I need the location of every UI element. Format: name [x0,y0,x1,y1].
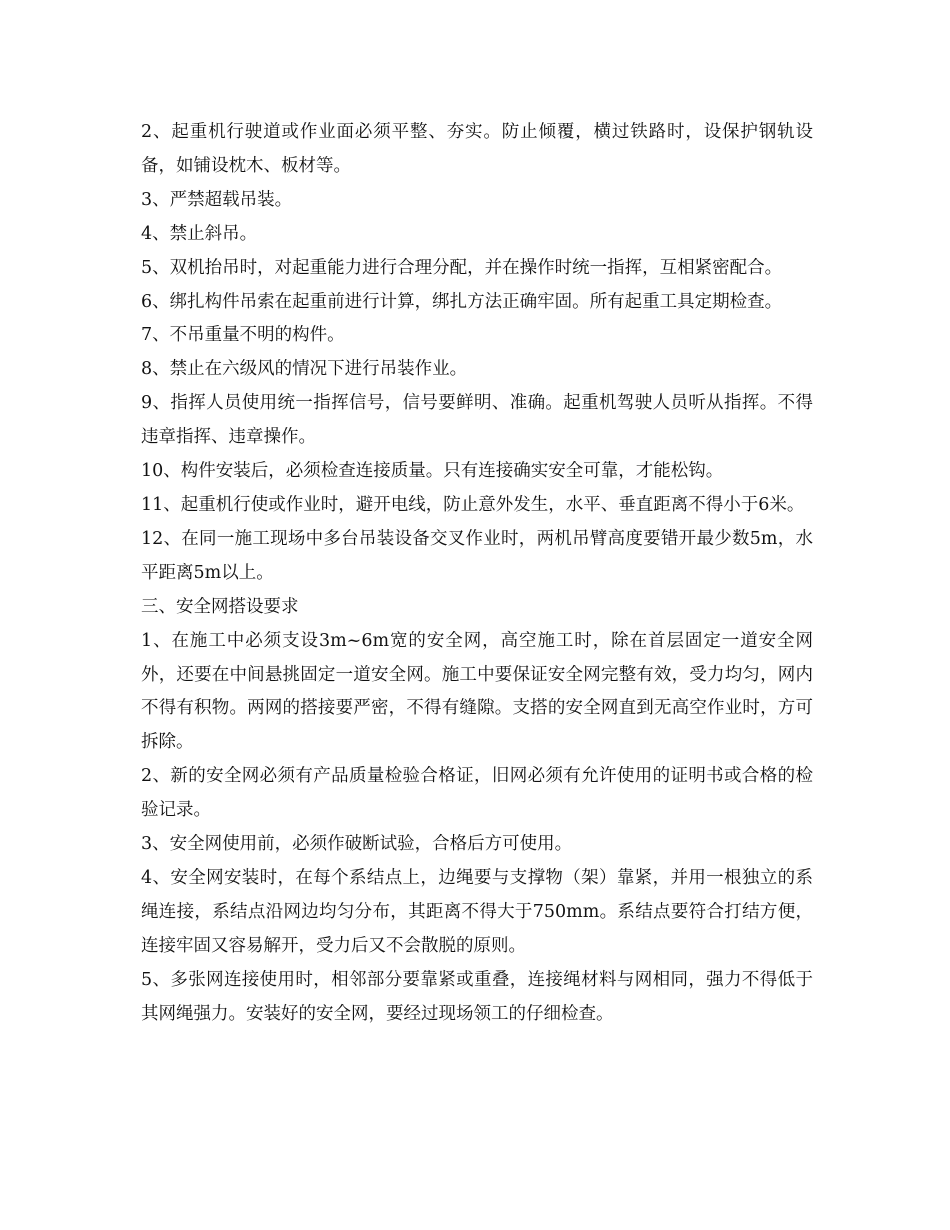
paragraph-rigging-calculation: 6、绑扎构件吊索在起重前进行计算，绑扎方法正确牢固。所有起重工具定期检查。 [141,291,783,312]
paragraph-crane-track: 2、起重机行驶道或作业面必须平整、夯实。防止倾覆，横过铁路时，设保护钢轨设备，如铺设枕木、板材等。 [141,122,813,176]
paragraph-multi-net-connection: 5、多张网连接使用时，相邻部分要靠紧或重叠，连接绳材料与网相同，强力不得低于其网绳强力。安装好的安全网，要经过现场领工的仔细检查。 [141,969,813,1024]
paragraph-connection-check: 10、构件安装后，必须检查连接质量。只有连接确实安全可靠，才能松钩。 [141,461,724,482]
paragraph-unknown-weight: 7、不吊重量不明的构件。 [141,325,345,346]
paragraph-signal-commands: 9、指挥人员使用统一指挥信号，信号要鲜明、准确。起重机驾驶人员听从指挥。不得违章指挥、违章操作。 [141,393,813,448]
paragraph-power-line-distance: 11、起重机行使或作业时，避开电线，防止意外发生，水平、垂直距离不得小于6米。 [141,494,805,515]
section-heading-safety-net: 三、安全网搭设要求 [141,596,299,617]
paragraph-wind-limit: 8、禁止在六级风的情况下进行吊装作业。 [141,359,468,380]
paragraph-net-certificate: 2、新的安全网必须有产品质量检验合格证，旧网必须有允许使用的证明书或合格的检验记录。 [141,766,813,821]
paragraph-no-overload: 3、严禁超载吊装。 [141,189,293,210]
paragraph-tie-points: 4、安全网安装时，在每个系结点上，边绳要与支撑物（架）靠紧，并用一根独立的系绳连接，系结点沿网边均匀分布，其距离不得大于750mm。系结点要符合打结方便，连接牢固又容易解开，受力后又不会散脱的原则。 [141,867,813,956]
paragraph-no-slant-lift: 4、禁止斜吊。 [141,223,258,244]
document-body [141,116,813,1031]
paragraph-net-installation: 1、在施工中必须支设3m~6m宽的安全网，高空施工时，除在首层固定一道安全网外，还要在中间悬挑固定一道安全网。施工中要保证安全网完整有效，受力均匀，网内不得有积物。两网的搭接要严密，不得有缝隙。支搭的安全网直到无高空作业时，方可拆除。 [141,630,813,753]
paragraph-multi-crane-work: 12、在同一施工现场中多台吊装设备交叉作业时，两机吊臂高度要错开最少数5m，水平距离5m以上。 [141,528,813,583]
paragraph-break-test: 3、安全网使用前，必须作破断试验，合格后方可使用。 [141,834,573,855]
paragraph-dual-crane-lift: 5、双机抬吊时，对起重能力进行合理分配，并在操作时统一指挥，互相紧密配合。 [141,257,783,278]
